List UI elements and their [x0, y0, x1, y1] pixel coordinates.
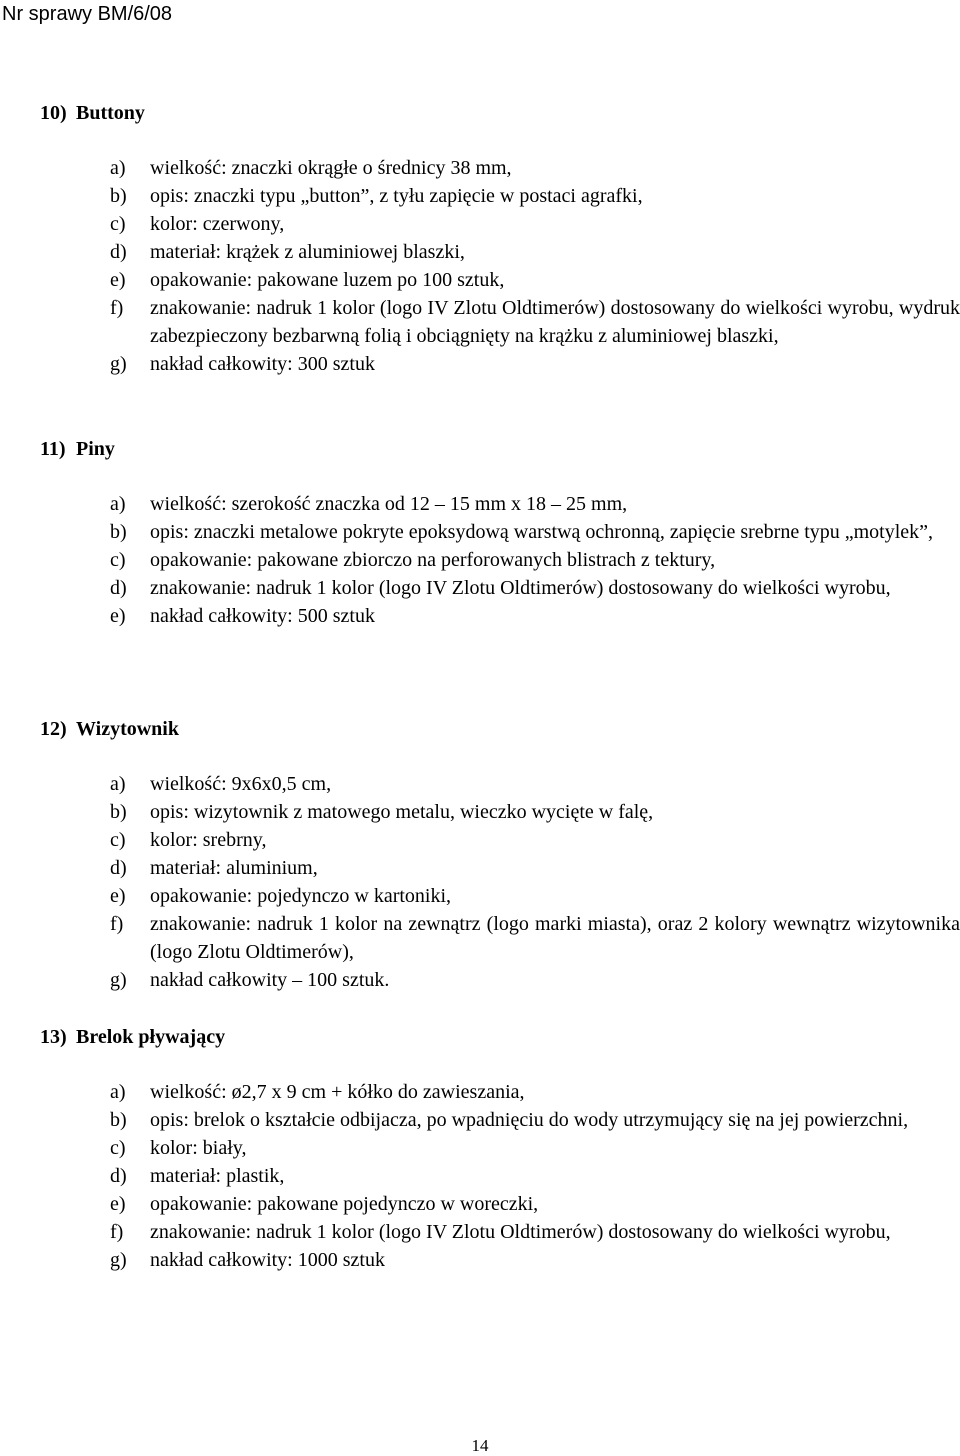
item-text: nakład całkowity: 300 sztuk	[150, 353, 375, 375]
list-item	[110, 238, 960, 266]
item-marker: d)	[110, 1165, 127, 1187]
spec-list-piny	[110, 490, 960, 630]
item-marker: a)	[110, 773, 126, 795]
item-text: opis: brelok o kształcie odbijacza, po wpadnięciu do wody utrzymujący się na jej powierzchni,	[150, 1109, 909, 1131]
list-item	[110, 350, 960, 378]
section-title: Brelok pływający	[76, 1026, 226, 1048]
list-item	[110, 1134, 960, 1162]
list-item	[110, 854, 960, 882]
section-heading-brelok-plywajacy	[40, 1025, 225, 1049]
item-text: kolor: biały,	[150, 1137, 247, 1159]
list-item	[110, 966, 960, 994]
item-text: nakład całkowity: 1000 sztuk	[150, 1249, 385, 1271]
item-text: znakowanie: nadruk 1 kolor (logo IV Zlotu Oldtimerów) dostosowany do wielkości wyrobu, wydruk zabezpieczony bezbarwną folią i obciągnięty na krążku z aluminiowej blaszki,	[150, 297, 960, 347]
section-heading-wizytownik	[40, 717, 179, 741]
item-marker: e)	[110, 1193, 126, 1215]
section-number: 11)	[40, 438, 66, 460]
item-marker: b)	[110, 521, 127, 543]
item-marker: b)	[110, 801, 127, 823]
item-marker: g)	[110, 353, 127, 375]
item-text: opis: znaczki metalowe pokryte epoksydową warstwą ochronną, zapięcie srebrne typu „motylek”,	[150, 521, 934, 543]
list-item	[110, 798, 960, 826]
list-item	[110, 294, 960, 350]
page-number: 14	[471, 1436, 489, 1455]
item-marker: e)	[110, 885, 126, 907]
item-marker: c)	[110, 829, 126, 851]
spec-list-brelok-plywajacy	[110, 1078, 960, 1274]
item-text: znakowanie: nadruk 1 kolor (logo IV Zlotu Oldtimerów) dostosowany do wielkości wyrobu,	[150, 1221, 891, 1243]
list-item	[110, 574, 960, 602]
list-item	[110, 1218, 960, 1246]
spec-list-wizytownik	[110, 770, 960, 994]
item-marker: c)	[110, 213, 126, 235]
item-marker: e)	[110, 269, 126, 291]
item-text: kolor: srebrny,	[150, 829, 267, 851]
item-marker: g)	[110, 969, 127, 991]
list-item	[110, 1078, 960, 1106]
list-item	[110, 1190, 960, 1218]
item-marker: d)	[110, 857, 127, 879]
list-item	[110, 602, 960, 630]
list-item	[110, 770, 960, 798]
item-text: opakowanie: pakowane luzem po 100 sztuk,	[150, 269, 505, 291]
list-item	[110, 518, 960, 546]
item-text: nakład całkowity – 100 sztuk.	[150, 969, 390, 991]
item-marker: g)	[110, 1249, 127, 1271]
item-marker: a)	[110, 157, 126, 179]
section-title: Wizytownik	[76, 718, 179, 740]
item-text: nakład całkowity: 500 sztuk	[150, 605, 375, 627]
section-heading-piny	[40, 437, 115, 461]
item-text: kolor: czerwony,	[150, 213, 285, 235]
list-item	[110, 490, 960, 518]
item-text: opakowanie: pakowane zbiorczo na perforowanych blistrach z tektury,	[150, 549, 716, 571]
item-marker: f)	[110, 297, 124, 319]
list-item	[110, 1106, 960, 1134]
list-item	[110, 182, 960, 210]
section-number: 10)	[40, 102, 67, 124]
item-marker: c)	[110, 1137, 126, 1159]
list-item	[110, 210, 960, 238]
item-text: materiał: aluminium,	[150, 857, 318, 879]
item-marker: c)	[110, 549, 126, 571]
item-text: opakowanie: pakowane pojedynczo w woreczki,	[150, 1193, 539, 1215]
spec-list-buttony	[110, 154, 960, 378]
item-text: wielkość: 9x6x0,5 cm,	[150, 773, 332, 795]
item-marker: f)	[110, 1221, 124, 1243]
list-item	[110, 826, 960, 854]
item-text: materiał: krążek z aluminiowej blaszki,	[150, 241, 465, 263]
item-marker: a)	[110, 1081, 126, 1103]
item-marker: e)	[110, 605, 126, 627]
item-marker: d)	[110, 241, 127, 263]
item-marker: a)	[110, 493, 126, 515]
item-text: wielkość: ø2,7 x 9 cm + kółko do zawieszania,	[150, 1081, 525, 1103]
item-text: opakowanie: pojedynczo w kartoniki,	[150, 885, 452, 907]
item-marker: f)	[110, 913, 124, 935]
list-item	[110, 1246, 960, 1274]
item-marker: d)	[110, 577, 127, 599]
list-item	[110, 1162, 960, 1190]
item-text: opis: wizytownik z matowego metalu, wieczko wycięte w falę,	[150, 801, 654, 823]
item-text: wielkość: znaczki okrągłe o średnicy 38 mm,	[150, 157, 512, 179]
section-number: 12)	[40, 718, 67, 740]
section-number: 13)	[40, 1026, 67, 1048]
item-text: materiał: plastik,	[150, 1165, 285, 1187]
item-text: opis: znaczki typu „button”, z tyłu zapięcie w postaci agrafki,	[150, 185, 643, 207]
running-header-case-number: Nr sprawy BM/6/08	[2, 3, 173, 25]
list-item	[110, 154, 960, 182]
section-title: Piny	[76, 438, 115, 460]
list-item	[110, 266, 960, 294]
section-heading-buttony	[40, 101, 145, 125]
item-text: wielkość: szerokość znaczka od 12 – 15 mm x 18 – 25 mm,	[150, 493, 628, 515]
list-item	[110, 882, 960, 910]
item-marker: b)	[110, 1109, 127, 1131]
list-item	[110, 910, 960, 966]
item-marker: b)	[110, 185, 127, 207]
section-title: Buttony	[76, 102, 145, 124]
item-text: znakowanie: nadruk 1 kolor (logo IV Zlotu Oldtimerów) dostosowany do wielkości wyrobu,	[150, 577, 891, 599]
list-item	[110, 546, 960, 574]
item-text: znakowanie: nadruk 1 kolor na zewnątrz (logo marki miasta), oraz 2 kolory wewnątrz wizytownika (logo Zlotu Oldtimerów),	[150, 913, 960, 963]
